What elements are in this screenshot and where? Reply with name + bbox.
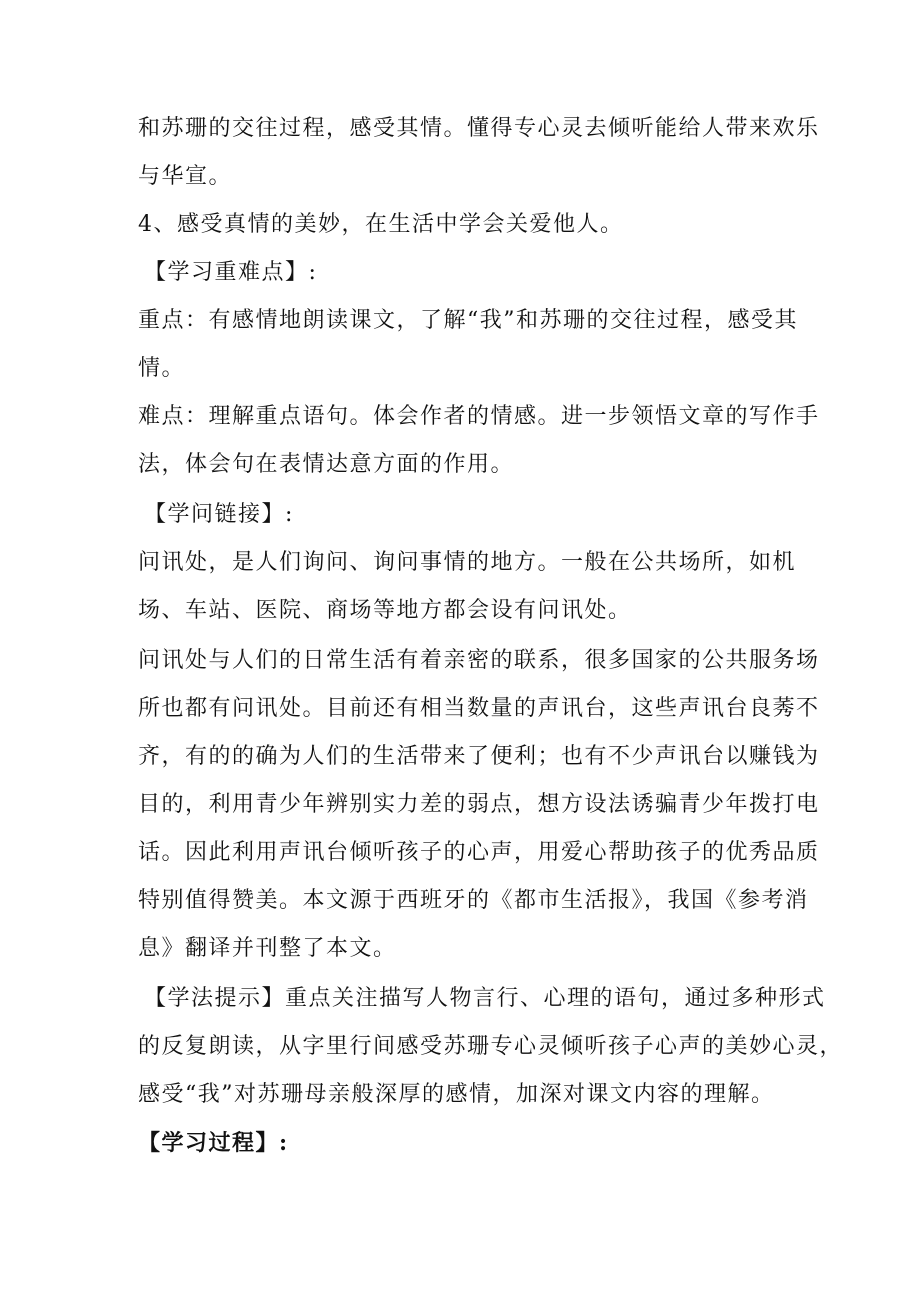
objective-4: 4、感受真情的美妙，在生活中学会关爱他人。	[138, 212, 624, 237]
difficult-point-line-2: 法，体会句在表情达意方面的作用。	[138, 452, 515, 477]
knowledge-paragraph-2-line-7: 息》翻译并刊整了本文。	[138, 936, 397, 961]
key-point-line-1: 重点：有感情地朗读课文，了解“我”和苏珊的交往过程，感受其	[138, 308, 798, 333]
knowledge-paragraph-2-line-2: 所也都有问讯处。目前还有相当数量的声讯台，这些声讯台良莠不	[138, 696, 820, 721]
knowledge-paragraph-2-line-3: 齐，有的的确为人们的生活带来了便利；也有不少声讯台以赚钱为	[138, 744, 820, 769]
method-tip-line-2: 的反复朗读，从字里行间感受苏珊专心灵倾听孩子心声的美妙心灵，	[138, 1034, 844, 1059]
knowledge-link-heading: 【学问链接】:	[144, 502, 294, 527]
knowledge-paragraph-2-line-4: 目的，利用青少年辨别实力差的弱点，想方设法诱骗青少年拨打电	[138, 792, 820, 817]
method-tip-line-3: 感受“我”对苏珊母亲般深厚的感情，加深对课文内容的理解。	[138, 1082, 775, 1107]
knowledge-paragraph-1-line-2: 场、车站、医院、商场等地方都会设有问讯处。	[138, 598, 632, 623]
difficult-point-line-1: 难点：理解重点语句。体会作者的情感。进一步领悟文章的写作手	[138, 404, 820, 429]
knowledge-paragraph-2-line-5: 话。因此利用声讯台倾听孩子的心声，用爱心帮助孩子的优秀品质	[138, 840, 820, 865]
method-tip-line-1: 【学法提示】重点关注描写人物言行、心理的语句，通过多种形式	[144, 986, 826, 1011]
key-point-line-2: 情。	[138, 356, 186, 381]
knowledge-paragraph-1-line-1: 问讯处，是人们询问、询问事情的地方。一般在公共场所，如机	[138, 550, 797, 575]
knowledge-paragraph-2-line-1: 问讯处与人们的日常生活有着亲密的联系，很多国家的公共服务场	[138, 648, 820, 673]
objective-continuation-line-1: 和苏珊的交往过程，感受其情。懂得专心灵去倾听能给人带来欢乐	[138, 116, 820, 141]
learning-process-heading: 【学习过程】:	[138, 1130, 289, 1156]
objective-continuation-line-2: 与华宣。	[138, 164, 233, 189]
knowledge-paragraph-2-line-6: 特别值得赞美。本文源于西班牙的《都市生活报》，我国《参考消	[138, 888, 809, 913]
key-difficult-heading: 【学习重难点】:	[144, 260, 318, 285]
